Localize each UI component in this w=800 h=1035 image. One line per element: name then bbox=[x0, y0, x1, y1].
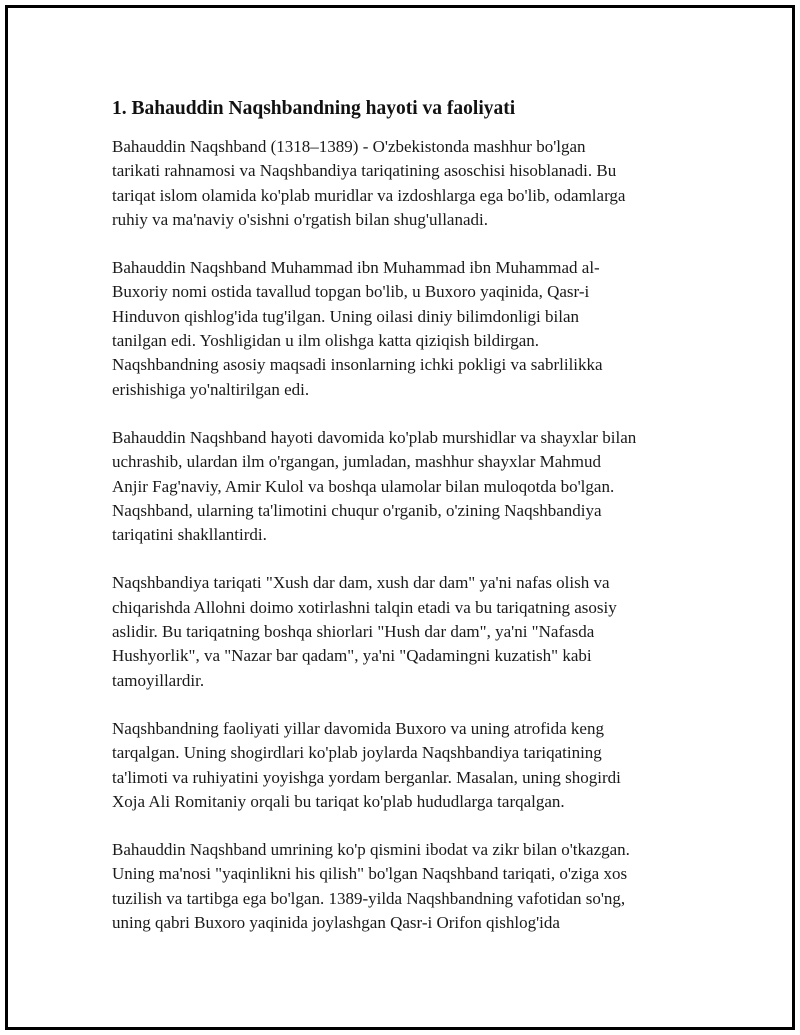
paragraph-6: Bahauddin Naqshband umrining ko'p qismini ibodat va zikr bilan o'tkazgan. Uning ma'nosi "yaqinlikni his qilish" bo'lgan Naqshband tariqati, o'ziga xos tuzilish va tartibga ega bo'lgan. 1389-yilda Naqshbandning vafotidan so'ng, uning qabri Buxoro yaqinida joylashgan Qasr-i Orifon qishlog'ida bbox=[112, 840, 630, 933]
paragraph-4: Naqshbandiya tariqati "Xush dar dam, xush dar dam" ya'ni nafas olish va chiqarishda Allohni doimo xotirlashni talqin etadi va bu tariqatning asosiy aslidir. Bu tariqatning boshqa shiorlari "Hush dar dam", ya'ni "Nafasda Hushyorlik", va "Nazar bar qadam", ya'ni "Qadamingni kuzatish" kabi tamoyillardir. bbox=[112, 573, 617, 690]
paragraph-3: Bahauddin Naqshband hayoti davomida ko'plab murshidlar va shayxlar bilan uchrashib, ulardan ilm o'rgangan, jumladan, mashhur shayxlar Mahmud Anjir Fag'naviy, Amir Kulol va boshqa ulamolar bilan muloqotda bo'lgan. Naqshband, ularning ta'limotini chuqur o'rganib, o'zining Naqshbandiya tariqatini shakllantirdi. bbox=[112, 427, 637, 545]
paragraph-2: Bahauddin Naqshband Muhammad ibn Muhammad ibn Muhammad al- Buxoriy nomi ostida tavallud topgan bo'lib, u Buxoro yaqinida, Qasr-i Hinduvon qishlog'ida tug'ilgan. Uning oilasi diniy bilimdonligi bilan tanilgan edi. Yoshligidan u ilm olishga katta qiziqish bildirgan. Naqshbandning asosiy maqsadi insonlarning ichki pokligi va sabrlilikka erishishiga yo'naltirilgan edi. bbox=[112, 258, 603, 399]
section-heading: 1. Bahauddin Naqshbandning hayoti va faoliyati bbox=[112, 98, 516, 119]
paragraph-1: Bahauddin Naqshband (1318–1389) - O'zbekistonda mashhur bo'lgan tarikati rahnamosi va Naqshbandiya tariqatining asoschisi hisoblanadi. Bu tariqat islom olamida ko'plab muridlar va izdoshlarga ega bo'lib, odamlarga ruhiy va ma'naviy o'sishni o'rgatish bilan shug'ullanadi. bbox=[112, 137, 626, 229]
paragraph-5: Naqshbandning faoliyati yillar davomida Buxoro va uning atrofida keng tarqalgan. Uning shogirdlari ko'plab joylarda Naqshbandiya tariqatining ta'limoti va ruhiyatini yoyishga yordam berganlar. Masalan, uning shogirdi Xoja Ali Romitaniy orqali bu tariqat ko'plab hududlarga tarqalgan. bbox=[112, 718, 621, 811]
document-content bbox=[112, 96, 702, 959]
